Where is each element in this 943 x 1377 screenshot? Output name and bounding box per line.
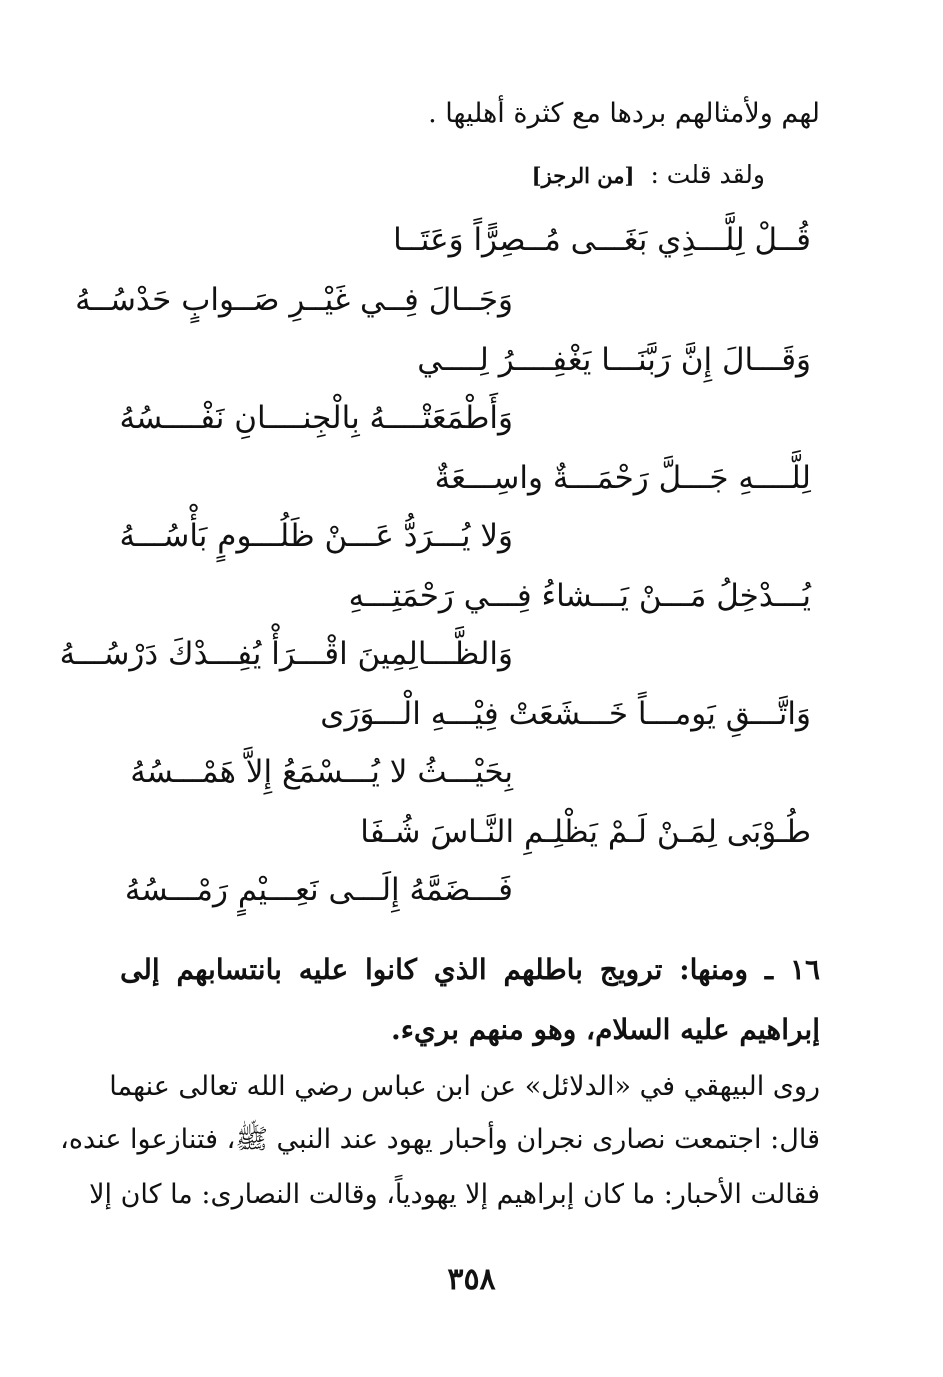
verse-line: وَقَـــالَ إِنَّ رَبَّنَـــا يَغْفِــــرُ لِــــي: [417, 342, 811, 378]
poetic-meter-label: [من الرجز]: [531, 163, 635, 188]
opening-line: لهم ولأمثالهم بردها مع كثرة أهليها .: [428, 98, 820, 129]
paragraph-line: روى البيهقي في «الدلائل» عن ابن عباس رضي الله تعالى عنهما: [109, 1071, 820, 1102]
verse-line: يُـــدْخِلُ مَـــنْ يَـــشاءُ فِـــي رَحْمَتِـــهِ: [348, 578, 811, 614]
paragraph-line: فقالت الأحبار: ما كان إبراهيم إلا يهودياً، وقالت النصارى: ما كان إلا: [89, 1179, 820, 1210]
heading-line: إبراهيم عليه السلام، وهو منهم بريء.: [390, 1013, 820, 1046]
verse-line: وَجَــالَ فِــي غَيْــرِ صَــوابٍ حَدْسُــهُ: [75, 282, 513, 318]
verse-line: طُـوْبَى لِمَـنْ لَـمْ يَظْلِـمِ النَّـاسَ شُـفَا: [360, 814, 811, 850]
page-number: ٣٥٨: [447, 1262, 496, 1297]
verse-line: قُــلْ لِلَّـــذِي بَغَـــى مُــصِرًّاً وَعَتَــا: [393, 222, 811, 258]
verse-line: بِحَيْـــثُ لا يُـــسْمَعُ إِلاَّ هَمْـــسُهُ: [130, 754, 513, 790]
heading-line: ١٦ ـ ومنها: ترويج باطلهم الذي كانوا عليه بانتسابهم إلى: [120, 953, 821, 986]
verse-line: وَأَطْمَعَتْــــهُ بِالْجِنــــانِ نَفْــــسُهُ: [119, 400, 513, 436]
verse-line: فَـــضَمَّهُ إِلَـــى نَعِـــيْمٍ رَمْـــسُهُ: [124, 872, 513, 908]
verse-line: لِلَّــــهِ جَـــلَّ رَحْمَـــةٌ واسِـــعَةٌ: [434, 460, 811, 496]
paragraph-line: قال: اجتمعت نصارى نجران وأحبار يهود عند النبي ﷺ، فتنازعوا عنده،: [60, 1124, 820, 1155]
verse-line: وَلا يُـــرَدُّ عَـــنْ ظَلُـــومٍ بَأْسُـــهُ: [119, 518, 513, 554]
intro-text: ولقد قلت :: [650, 160, 765, 189]
poem-intro: [532, 160, 765, 189]
verse-line: وَاتَّـــقِ يَومـــاً خَـــشَعَتْ فِيْـــهِ الْـــوَرَى: [320, 696, 811, 732]
verse-line: وَالظَّـــالِمِينَ اقْـــرَأْ يُفِـــدْكَ دَرْسُـــهُ: [59, 636, 513, 672]
